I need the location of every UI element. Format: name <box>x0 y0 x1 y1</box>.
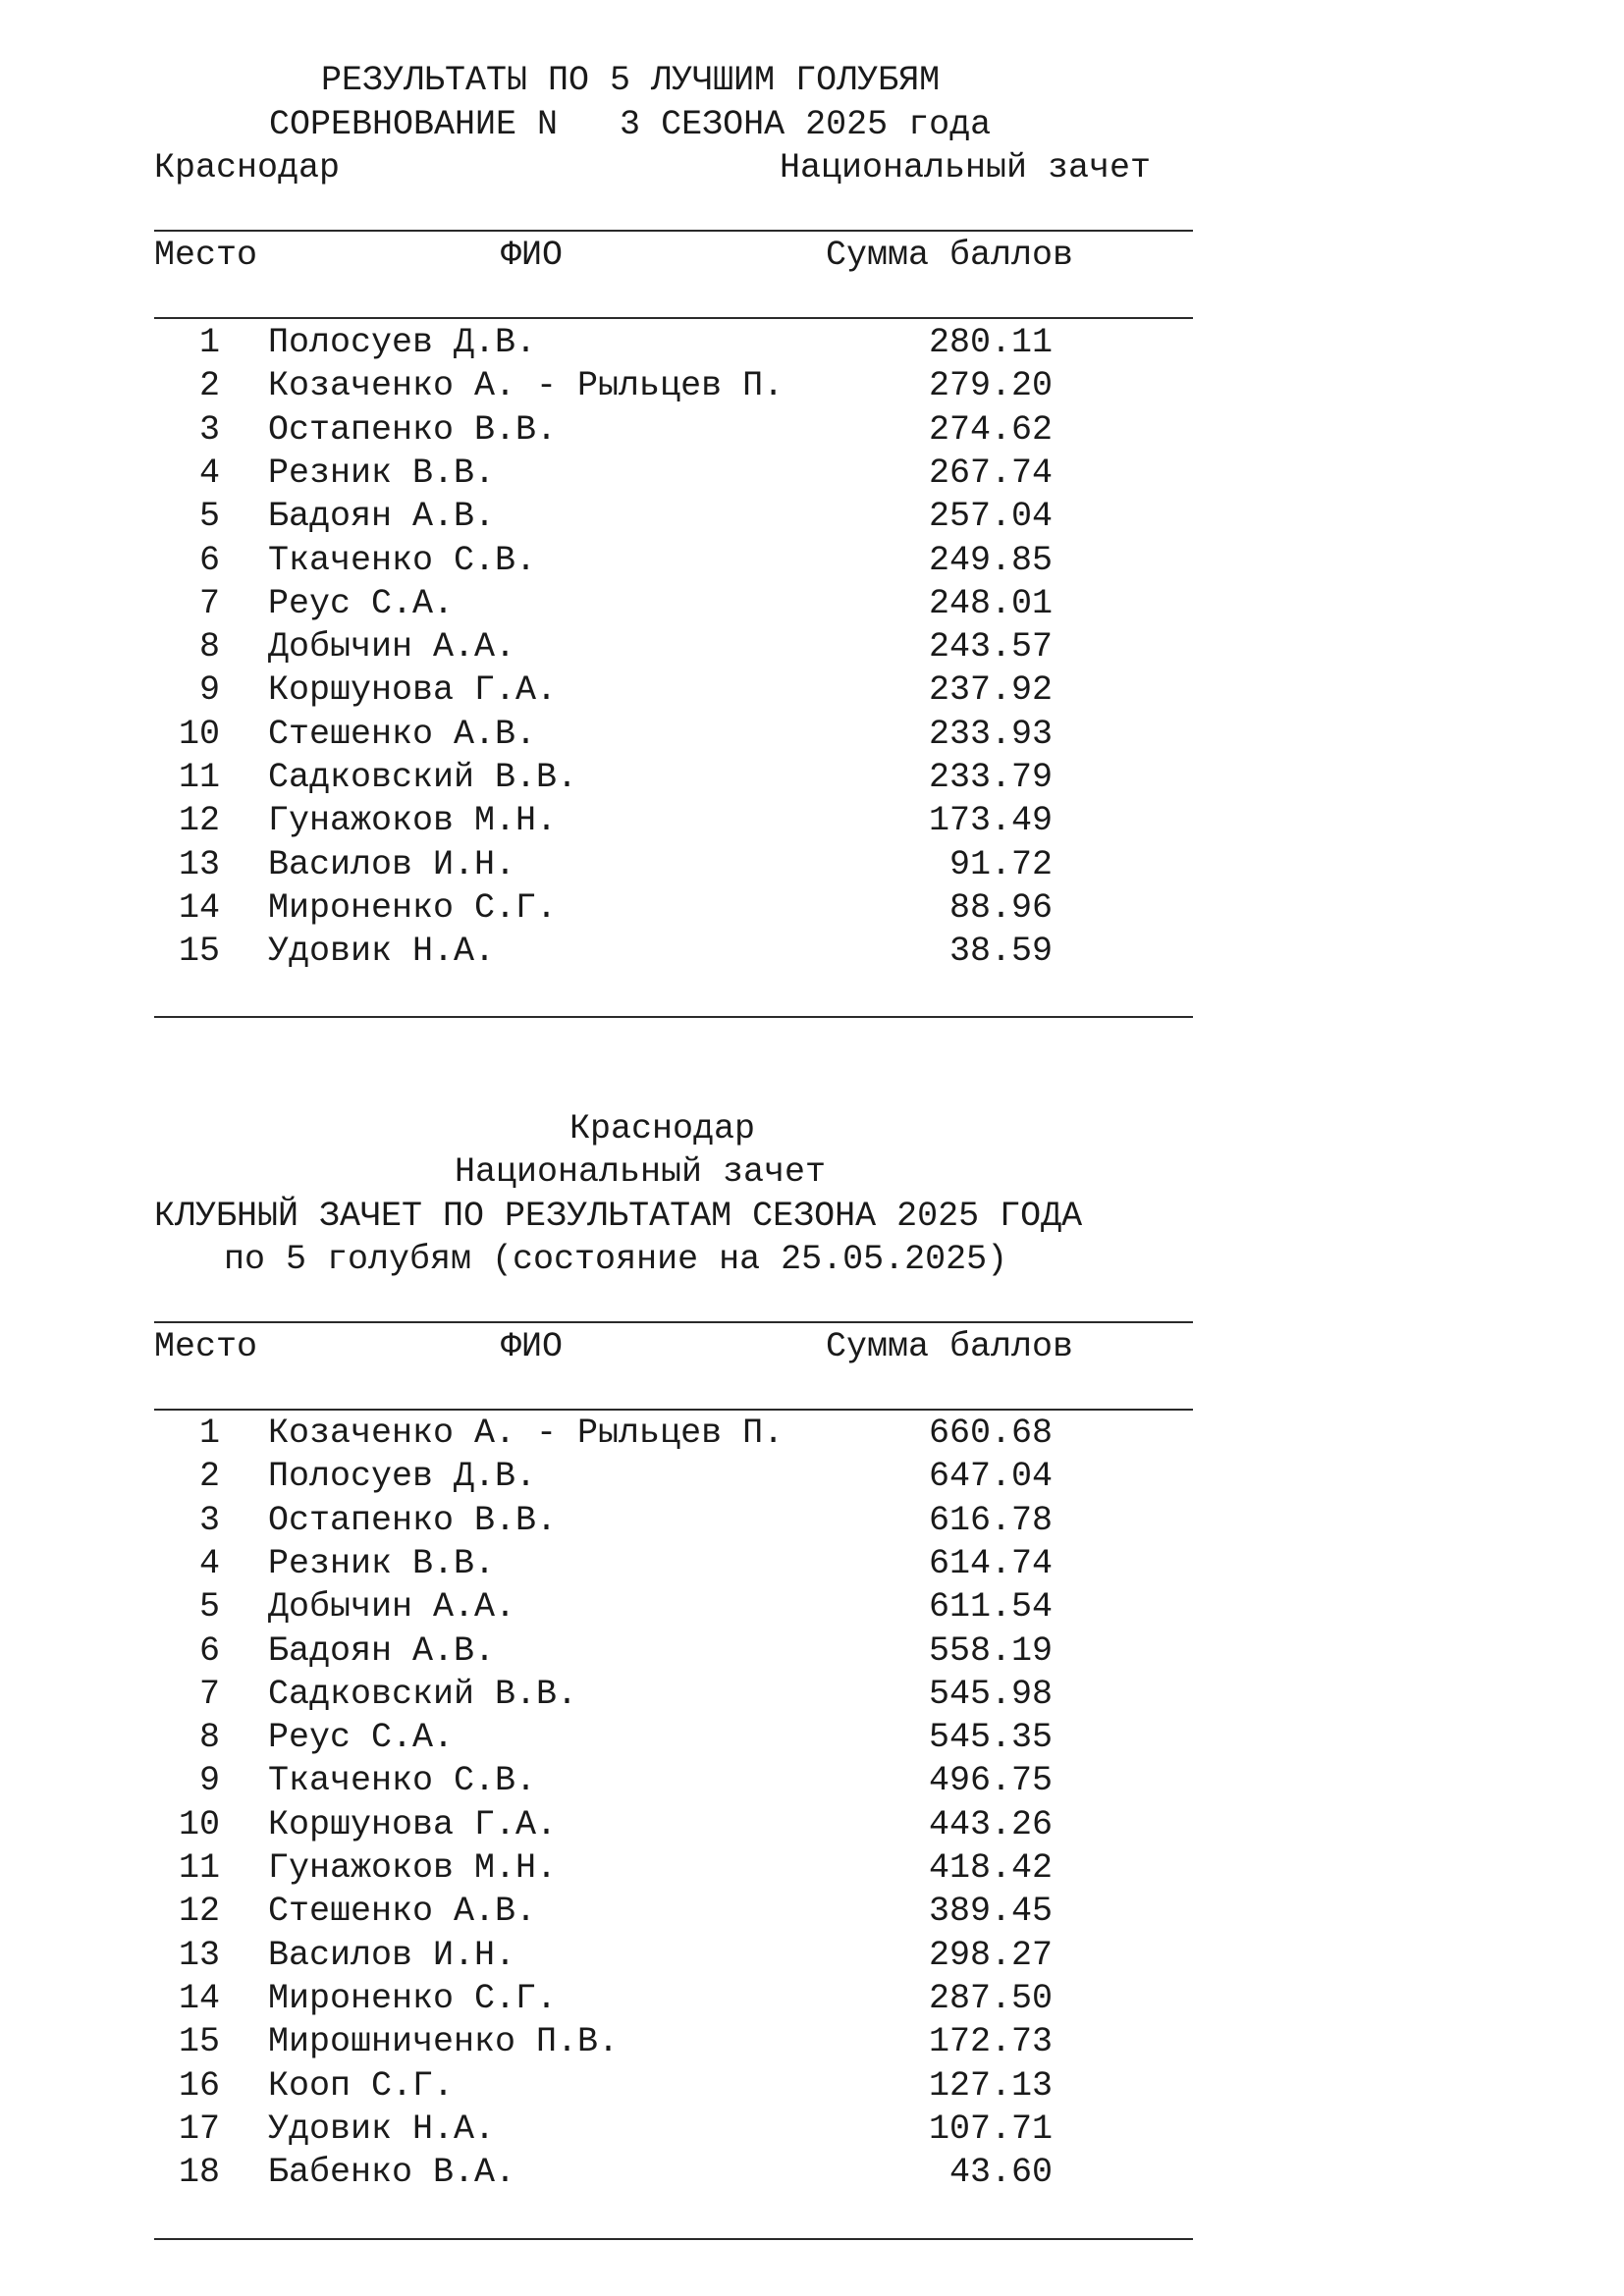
row-name: Козаченко А. - Рыльцев П. <box>268 366 785 406</box>
row-score: 267.74 <box>928 453 1053 493</box>
divider <box>154 1321 1193 1323</box>
row-score: 107.71 <box>928 2109 1053 2149</box>
row-name: Полосуев Д.В. <box>268 1457 537 1497</box>
table-row <box>0 495 1624 538</box>
row-score: 38.59 <box>948 932 1053 972</box>
table-row <box>0 1803 1624 1846</box>
table-row <box>0 452 1624 495</box>
row-score: 173.49 <box>928 801 1053 841</box>
row-name: Мирошниченко П.В. <box>268 2022 620 2062</box>
table-row <box>0 930 1624 973</box>
row-name: Мироненко С.Г. <box>268 887 558 928</box>
row-place: 7 <box>198 583 220 623</box>
row-name: Полосуев Д.В. <box>268 323 537 362</box>
row-place: 8 <box>198 1718 220 1758</box>
row-score: 280.11 <box>928 323 1053 362</box>
table-row <box>0 408 1624 452</box>
row-score: 279.20 <box>928 366 1053 406</box>
table-row <box>0 1455 1624 1498</box>
row-score: 91.72 <box>948 844 1053 884</box>
row-place: 2 <box>198 366 220 406</box>
row-place: 15 <box>178 932 220 972</box>
table-row <box>0 1890 1624 1933</box>
row-score: 614.74 <box>928 1543 1053 1583</box>
row-place: 16 <box>178 2065 220 2106</box>
divider <box>154 317 1193 319</box>
header-name: ФИО <box>501 1327 564 1366</box>
row-score: 274.62 <box>928 409 1053 450</box>
row-name: Мироненко С.Г. <box>268 1978 558 2018</box>
table-row <box>0 886 1624 930</box>
row-name: Реус С.А. <box>268 583 455 623</box>
row-score: 298.27 <box>928 1935 1053 1975</box>
row-name: Резник В.В. <box>268 1543 496 1583</box>
row-place: 1 <box>198 1414 220 1453</box>
table-row <box>0 625 1624 668</box>
row-place: 14 <box>178 1978 220 2018</box>
club-results-title: КЛУБНЫЙ ЗАЧЕТ ПО РЕЗУЛЬТАТАМ СЕЗОНА 2025 ГОДА <box>154 1197 1083 1236</box>
row-name: Кооп С.Г. <box>268 2065 455 2106</box>
row-place: 18 <box>178 2153 220 2193</box>
table-row <box>0 582 1624 625</box>
row-score: 660.68 <box>928 1414 1053 1453</box>
row-name: Удовик Н.А. <box>268 2109 496 2149</box>
divider <box>154 1409 1193 1411</box>
row-place: 5 <box>198 1587 220 1628</box>
row-place: 11 <box>178 758 220 797</box>
divider <box>154 230 1193 232</box>
row-place: 4 <box>198 453 220 493</box>
table-row <box>0 1673 1624 1716</box>
row-name: Козаченко А. - Рыльцев П. <box>268 1414 785 1453</box>
divider <box>154 1016 1193 1018</box>
row-place: 2 <box>198 1457 220 1497</box>
row-score: 243.57 <box>928 627 1053 667</box>
row-name: Стешенко А.В. <box>268 1892 537 1932</box>
row-score: 237.92 <box>928 670 1053 711</box>
city-label: Краснодар <box>569 1109 756 1148</box>
row-score: 545.98 <box>928 1674 1053 1714</box>
row-place: 13 <box>178 1935 220 1975</box>
row-name: Резник В.В. <box>268 453 496 493</box>
table-row <box>0 1977 1624 2020</box>
row-score: 558.19 <box>928 1630 1053 1671</box>
category-label: Национальный зачет <box>780 148 1152 187</box>
row-place: 5 <box>198 497 220 537</box>
header-place: Место <box>154 1327 258 1366</box>
row-score: 443.26 <box>928 1804 1053 1844</box>
row-name: Садковский В.В. <box>268 758 578 797</box>
row-score: 257.04 <box>928 497 1053 537</box>
table-row <box>0 2020 1624 2063</box>
city-label: Краснодар <box>154 148 341 187</box>
row-score: 43.60 <box>948 2153 1053 2193</box>
row-place: 1 <box>198 323 220 362</box>
row-name: Стешенко А.В. <box>268 714 537 754</box>
row-name: Остапенко В.В. <box>268 1500 558 1540</box>
row-place: 8 <box>198 627 220 667</box>
row-score: 248.01 <box>928 583 1053 623</box>
divider <box>154 2238 1193 2240</box>
row-name: Ткаченко С.В. <box>268 540 537 580</box>
row-place: 9 <box>198 1761 220 1801</box>
table-row <box>0 1585 1624 1629</box>
club-results-subtitle: по 5 голубям (состояние на 25.05.2025) <box>224 1240 1008 1279</box>
table-row <box>0 756 1624 799</box>
results-title: РЕЗУЛЬТАТЫ ПО 5 ЛУЧШИМ ГОЛУБЯМ <box>321 61 941 100</box>
row-name: Василов И.Н. <box>268 1935 516 1975</box>
row-name: Бадоян А.В. <box>268 497 496 537</box>
row-name: Бабенко В.А. <box>268 2153 516 2193</box>
row-name: Коршунова Г.А. <box>268 670 558 711</box>
table-row <box>0 2108 1624 2151</box>
row-place: 6 <box>198 540 220 580</box>
header-place: Место <box>154 236 258 275</box>
table-row <box>0 1412 1624 1455</box>
table-row <box>0 364 1624 407</box>
header-name: ФИО <box>501 236 564 275</box>
row-score: 172.73 <box>928 2022 1053 2062</box>
row-score: 545.35 <box>928 1718 1053 1758</box>
header-score: Сумма баллов <box>826 1327 1074 1366</box>
row-score: 418.42 <box>928 1848 1053 1888</box>
table-row <box>0 1934 1624 1977</box>
table-row <box>0 2064 1624 2108</box>
row-place: 9 <box>198 670 220 711</box>
table-row <box>0 1846 1624 1890</box>
row-name: Добычин А.А. <box>268 627 516 667</box>
row-place: 15 <box>178 2022 220 2062</box>
table-row <box>0 668 1624 712</box>
row-score: 616.78 <box>928 1500 1053 1540</box>
row-place: 17 <box>178 2109 220 2149</box>
table-row <box>0 1759 1624 1802</box>
row-name: Остапенко В.В. <box>268 409 558 450</box>
row-place: 13 <box>178 844 220 884</box>
row-score: 88.96 <box>948 887 1053 928</box>
row-place: 14 <box>178 887 220 928</box>
row-name: Бадоян А.В. <box>268 1630 496 1671</box>
row-place: 7 <box>198 1674 220 1714</box>
row-score: 249.85 <box>928 540 1053 580</box>
row-place: 12 <box>178 801 220 841</box>
row-name: Ткаченко С.В. <box>268 1761 537 1801</box>
row-score: 647.04 <box>928 1457 1053 1497</box>
row-name: Василов И.Н. <box>268 844 516 884</box>
row-place: 3 <box>198 1500 220 1540</box>
row-name: Добычин А.А. <box>268 1587 516 1628</box>
table-row <box>0 539 1624 582</box>
row-score: 233.79 <box>928 758 1053 797</box>
row-score: 127.13 <box>928 2065 1053 2106</box>
row-place: 11 <box>178 1848 220 1888</box>
row-score: 389.45 <box>928 1892 1053 1932</box>
table-row <box>0 1499 1624 1542</box>
row-score: 496.75 <box>928 1761 1053 1801</box>
row-place: 10 <box>178 1804 220 1844</box>
row-name: Реус С.А. <box>268 1718 455 1758</box>
row-score: 287.50 <box>928 1978 1053 2018</box>
table-row <box>0 321 1624 364</box>
row-name: Удовик Н.А. <box>268 932 496 972</box>
row-place: 10 <box>178 714 220 754</box>
row-name: Садковский В.В. <box>268 1674 578 1714</box>
row-place: 3 <box>198 409 220 450</box>
row-name: Гунажоков М.Н. <box>268 801 558 841</box>
table-row <box>0 1542 1624 1585</box>
row-place: 12 <box>178 1892 220 1932</box>
table-row <box>0 2151 1624 2194</box>
table-row <box>0 1716 1624 1759</box>
row-place: 4 <box>198 1543 220 1583</box>
table-row <box>0 799 1624 842</box>
table-row <box>0 1629 1624 1673</box>
table-row <box>0 843 1624 886</box>
competition-subtitle: СОРЕВНОВАНИЕ N 3 СЕЗОНА 2025 года <box>269 105 992 144</box>
header-score: Сумма баллов <box>826 236 1074 275</box>
category-label: Национальный зачет <box>455 1152 827 1192</box>
row-score: 611.54 <box>928 1587 1053 1628</box>
row-place: 6 <box>198 1630 220 1671</box>
row-name: Гунажоков М.Н. <box>268 1848 558 1888</box>
row-name: Коршунова Г.А. <box>268 1804 558 1844</box>
table-row <box>0 713 1624 756</box>
row-score: 233.93 <box>928 714 1053 754</box>
